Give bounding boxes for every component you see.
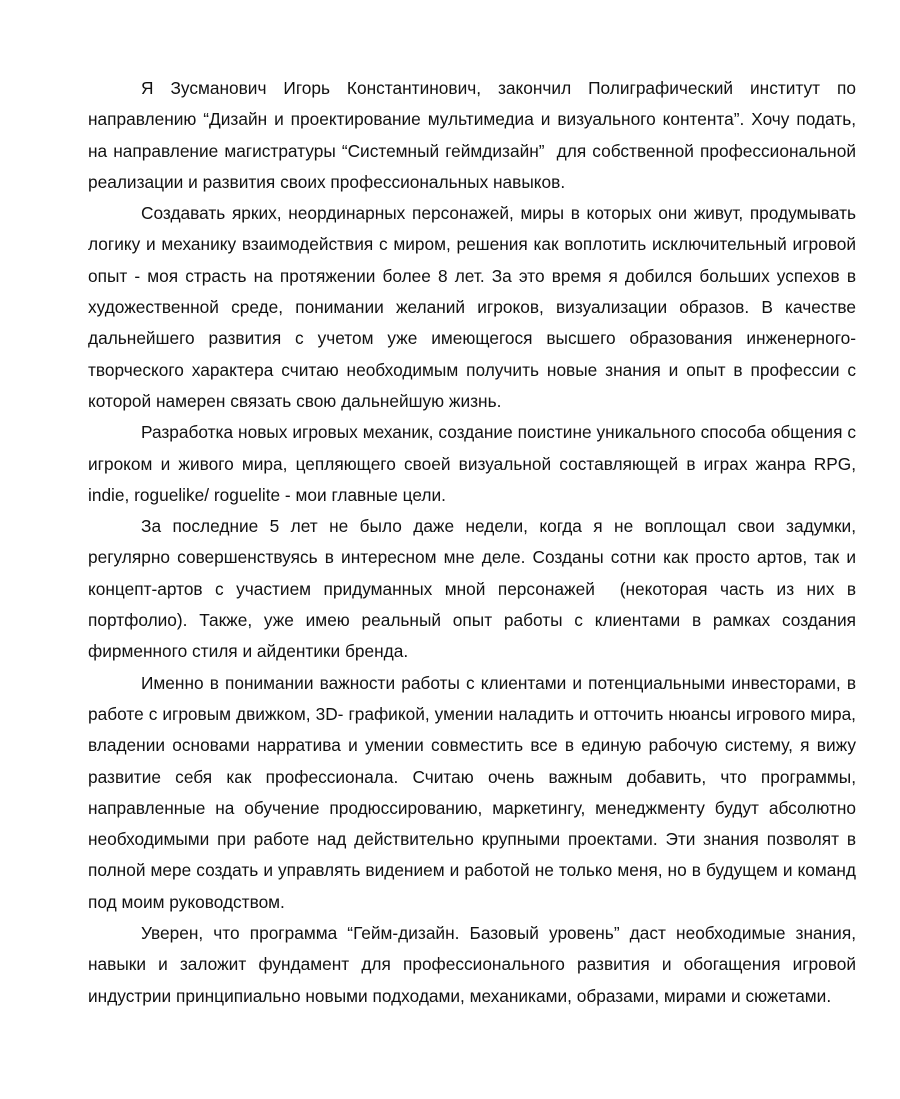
paragraph-introduction: Я Зусманович Игорь Константинович, закончил Полиграфический институт по направлению “Дизайн и проектирование мультимедиа и визуального контента”. Хочу подать, на направление магистратуры “Системный геймдизайн” для собственной профессиональной реализации и развития своих профессиональных навыков.	[88, 78, 861, 192]
paragraph-experience: За последние 5 лет не было даже недели, когда я не воплощал свои задумки, регулярно совершенствуясь в интересном мне деле. Созданы сотни как просто артов, так и концепт-артов с участием придуманных мной персонажей (некоторая часть из них в портфолио). Также, уже имею реальный опыт работы с клиентами в рамках создания фирменного стиля и айдентики бренда.	[88, 516, 861, 662]
paragraph-development: Именно в понимании важности работы с клиентами и потенциальными инвесторами, в работе с игровым движком, 3D- графикой, умении наладить и отточить нюансы игрового мира, владении основами нарратива и умении совместить все в единую рабочую систему, я вижу развитие себя как профессионала. Считаю очень важным добавить, что программы, направленные на обучение продюссированию, маркетингу, менеджменту будут абсолютно необходимыми при работе над действительно крупными проектами. Эти знания позволят в полной мере создать и управлять видением и работой не только меня, но в будущем и команд под моим руководством.	[88, 672, 861, 912]
paragraph-conclusion: Уверен, что программа “Гейм-дизайн. Базовый уровень” даст необходимые знания, навыки и заложит фундамент для профессионального развития и обогащения игровой индустрии принципиально новыми подходами, механиками, образами, мирами и сюжетами.	[88, 923, 861, 1006]
paragraph-passion: Создавать ярких, неординарных персонажей, миры в которых они живут, продумывать логику и механику взаимодействия с миром, решения как воплотить исключительный игровой опыт - моя страсть на протяжении более 8 лет. За это время я добился больших успехов в художественной среде, понимании желаний игроков, визуализации образов. В качестве дальнейшего развития с учетом уже имеющегося высшего образования инженерного-творческого характера считаю необходимым получить новые знания и опыт в профессии с которой намерен связать свою дальнейшую жизнь.	[88, 203, 861, 411]
document-page	[88, 73, 861, 1012]
paragraph-goals: Разработка новых игровых механик, создание поистине уникального способа общения с игроком и живого мира, цепляющего своей визуальной составляющей в играх жанра RPG, indie, roguelike/ roguelite - мои главные цели.	[88, 422, 861, 505]
